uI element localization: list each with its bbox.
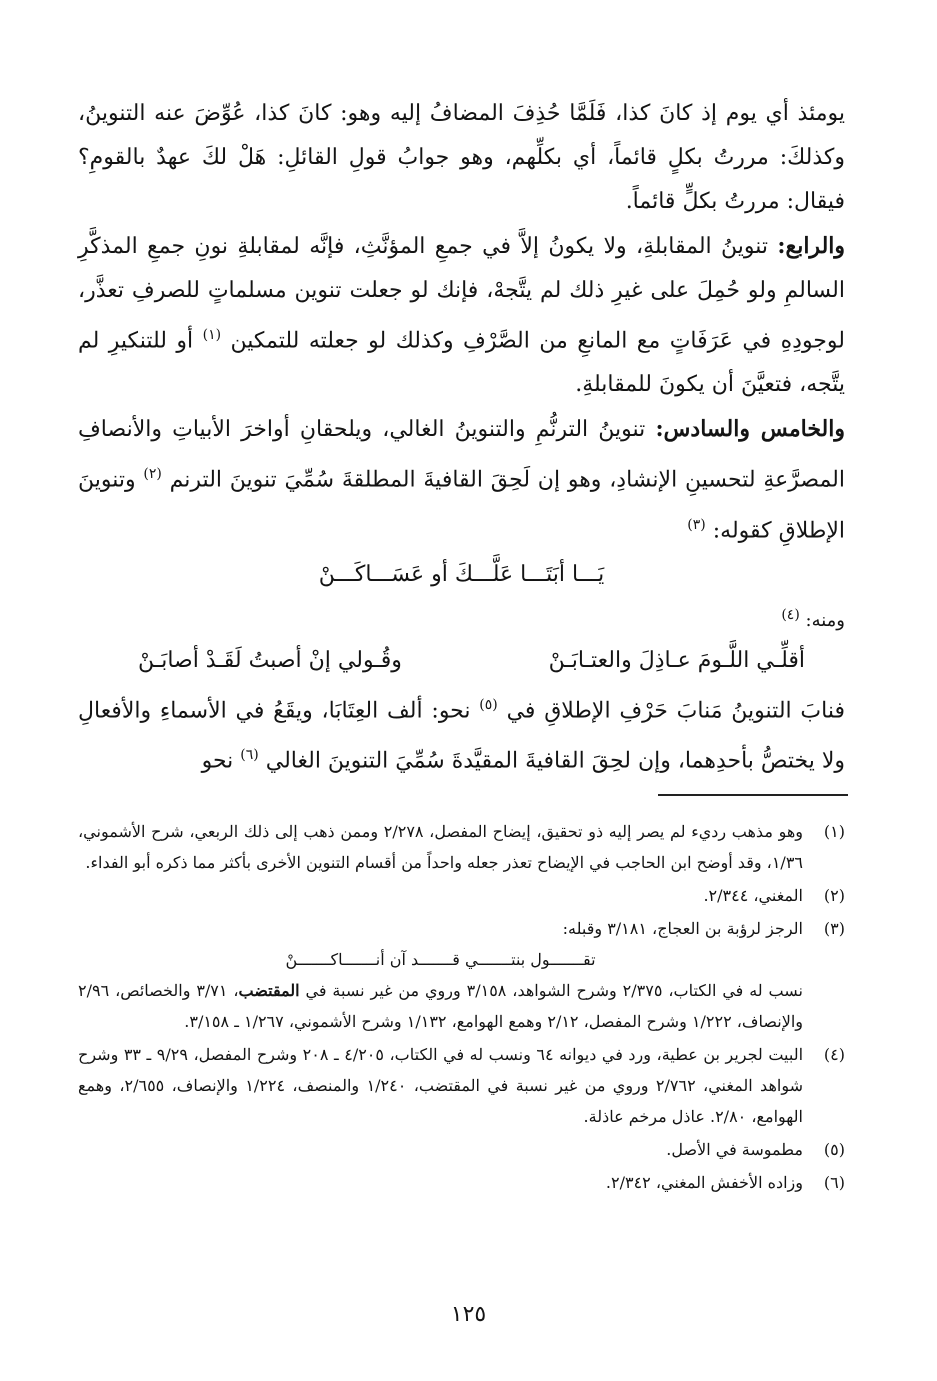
footnote-text: الرجز لرؤبة بن العجاج، ٣/١٨١ وقبله: — [562, 919, 803, 938]
footnote-text: وهو مذهب رديء لم يصر إليه ذو تحقيق، إيضاح المفصل، ٢/٢٧٨ وممن ذهب إلى ذلك الربعي، شرح الأشموني، ١/٣٦، وقد أوضح ابن الحاجب في الإيضاح تعذر جعله واحداً من أقسام التنوين الأخرى بأكثر مما ذكره أبو الفداء. — [78, 822, 803, 872]
paragraph-2-lead: والرابع: — [777, 233, 846, 259]
paragraph-4-text-a: فنابَ التنوينُ مَنابَ حَرْفِ الإطلاقِ في — [506, 698, 845, 724]
verse-1: يَـــا أبَتَـــا عَلَّـــكَ أو عَسَـــاكَـــنْ — [318, 561, 605, 587]
footnote-text-bold: المقتضب — [238, 981, 300, 1000]
footnote-number: (٤) — [823, 1045, 845, 1064]
footnote-text-part-b: ، ٣/٧١ والخصائص، ٢/٩٦ والإنصاف، ١/٢٢٢ وشرح المفصل، ٢/١٢ وهمع الهوامع، ١/١٣٢ وشرح الأشموني، ١/٢٦٧ ـ ٣/١٥٨. — [78, 981, 803, 1031]
paragraph-3-text-b: وتنوينَ الإطلاقِ كقوله: — [78, 467, 845, 543]
footnote-text: مطموسة في الأصل. — [666, 1140, 803, 1159]
paragraph-4 — [78, 683, 845, 784]
paragraph-1: يومئذ أي يوم إذ كانَ كذا، فَلَمَّا حُذِفَ المضافُ إليه وهو: كانَ كذا، عُوِّضَ عنه التنوينُ، وكذلكَ: مررتُ بكلٍ قائماً، أي بكلِّهم، وهو جوابُ قولِ القائلِ: هَلْ لكَ عهدٌ بالقومِ؟ فيقال: مررتُ بكلٍّ قائماً. — [78, 101, 846, 214]
footnote-text: البيت لجرير بن عطية، ورد في ديوانه ٦٤ ونسب له في الكتاب، ٤/٢٠٥ ـ ٢٠٨ وشرح المفصل، ٩/٢٩ ـ ٣٣ وشرح شواهد المغني، ٢/٧٦٢ وروي من غير نسبة في المقتضب، ١/٢٤٠ والمنصف، ١/٢٢٤ والإنصاف، ٢/٦٥٥، وهمع الهوامع، ٢/٨٠. عاذل مرخم عاذلة. — [78, 1045, 804, 1126]
footnote-ref-3[interactable]: (٣) — [687, 516, 706, 533]
footnote-number: (٣) — [823, 919, 845, 938]
footnote-number: (٥) — [823, 1140, 845, 1159]
footnote-number: (١) — [823, 822, 845, 841]
page-number: ١٢٥ — [450, 1302, 487, 1327]
footnote-6 — [78, 1167, 845, 1198]
paragraph-2-text-a: تنوينُ المقابلةِ، ولا يكونُ إلاَّ في جمعِ المؤنَّثِ، فإنَّه لمقابلةِ نونِ جمعِ المذكَّرِ السالمِ ولو حُمِلَ على غيرِ ذلك لم يتَّجهْ، فإنك لو جعلت تنوين مسلماتٍ للصرفِ تعذَّر، لوجودِهِ في عَرَفَاتٍ مع المانعِ من الصَّرْفِ وكذلك لو جعلته للتمكين — [78, 234, 845, 354]
footnote-separator — [658, 794, 848, 796]
footnote-verse-text: تقـــــــول بنتـــــــي قـــــــد آن أنـــــــاكـــــــنْ — [285, 950, 596, 969]
footnote-3 — [78, 913, 845, 1037]
verse-2-second-hemistich: وقُـولي إنْ أصبتُ لَقَـدْ أصابَـنْ — [138, 647, 402, 673]
verse-2-first-hemistich: أقلِّـي اللَّـومَ عـاذِلَ والعتـابَـنْ — [548, 647, 805, 673]
footnote-ref-5[interactable]: (٥) — [479, 696, 498, 713]
footnote-1 — [78, 816, 845, 878]
footnote-text: وزاده الأخفش المغني، ٢/٣٤٢. — [605, 1173, 803, 1192]
footnotes — [78, 816, 845, 1200]
footnote-number: (٦) — [823, 1173, 845, 1192]
paragraph-4-text-b: نحو: ألف العِتَابَا، ويقَعُ في الأسماءِ والأفعالِ ولا يختصُّ بأحدِهما، وإن لحِقَ القافيةَ المقيَّدةَ سُمِّيَ التنوينَ الغالي — [78, 698, 845, 774]
paragraph-2-text-b: أو للتنكيرِ لم يتَّجه، فتعيَّنَ أن يكونَ للمقابلةِ. — [78, 328, 845, 398]
paragraph-3 — [78, 407, 845, 553]
paragraph-3-lead: والخامس والسادس: — [655, 416, 845, 443]
paragraph-2 — [78, 224, 845, 407]
footnote-text: المغني، ٢/٣٤٤. — [703, 886, 803, 905]
footnote-ref-4[interactable]: (٤) — [781, 606, 800, 623]
footnote-ref-6[interactable]: (٦) — [240, 747, 259, 764]
paragraph-4-text-c: نحو — [201, 748, 241, 774]
footnote-5 — [78, 1134, 845, 1165]
verse-intro-text: ومنه: — [805, 609, 845, 631]
footnote-number: (٢) — [823, 886, 845, 905]
footnote-2 — [78, 880, 845, 911]
footnote-ref-1[interactable]: (١) — [202, 327, 222, 343]
main-text — [78, 92, 845, 784]
footnote-ref-2[interactable]: (٢) — [143, 466, 162, 483]
verse-intro — [78, 597, 845, 639]
footnote-verse — [78, 944, 803, 975]
verse-2 — [78, 639, 845, 683]
footnote-text-continued — [78, 975, 803, 1037]
footnote-text-part-a: نسب له في الكتاب، ٢/٣٧٥ وشرح الشواهد، ٣/١٥٨ وروي من غير نسبة في — [299, 981, 803, 1000]
footnote-4 — [78, 1039, 845, 1132]
paragraph-3-text-a: تنوينُ الترنُّمِ والتنوينُ الغالي، ويلحقانِ أواخرَ الأبياتِ والأنصافِ المصرَّعةِ لتحسينِ الإنشادِ، وهو إن لَحِقَ القافيةَ المطلقةَ سُمِّيَ تنوينَ الترنم — [78, 417, 845, 493]
